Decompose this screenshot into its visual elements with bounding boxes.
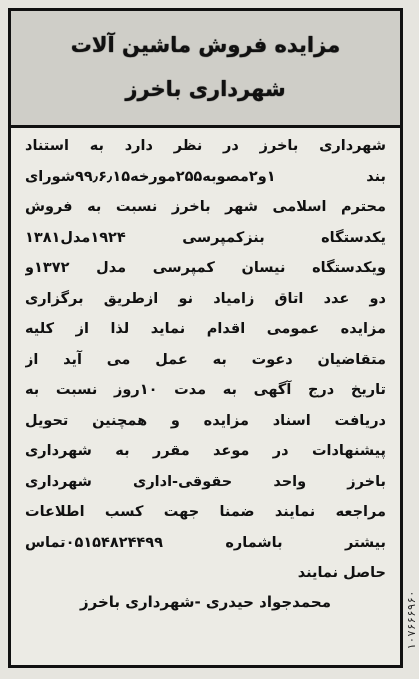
- notice-frame: [8, 8, 403, 668]
- body-line: دریافت اسناد مزایده و همچنین تحویل: [25, 412, 386, 429]
- body-line: محترم اسلامی شهر باخرز نسبت به فروش: [25, 199, 386, 215]
- notice-subtitle: شهرداری باخرز: [125, 77, 286, 101]
- notice-body: [25, 131, 386, 589]
- body-line: مزایده عمومی اقدام نماید لذا از کلیه: [25, 321, 386, 337]
- signature: محمدجواد حیدری -شهرداری باخرز: [80, 593, 331, 611]
- body-line: پیشنهادات در موعد مقرر به شهرداری: [25, 443, 386, 459]
- body-line: بند ۱و۲مصوبه۲۵۵مورخه۹۹٫۶٫۱۵شورای: [25, 168, 386, 185]
- body-line: ویکدستگاه نیسان کمپرسی مدل ۱۳۷۲و: [25, 260, 386, 276]
- body-line: باخرز واحد حقوقی-اداری شهرداری: [25, 473, 386, 490]
- side-code: ۱۰۷۶۶۶۹۶۰: [405, 590, 418, 650]
- body-line: یکدستگاه بنزکمپرسی ۱۹۲۴مدل۱۳۸۱: [25, 229, 386, 246]
- body-line: بیشتر باشماره ۰۵۱۵۴۸۲۴۴۹۹تماس: [25, 534, 386, 551]
- body-line: تاریخ درج آگهی به مدت ۱۰روز نسبت به: [25, 382, 386, 398]
- notice-title: مزایده فروش ماشین آلات: [70, 33, 341, 57]
- body-line: مراجعه نمایند ضمنا جهت کسب اطلاعات: [25, 504, 386, 520]
- body-line: دو عدد اتاق زامیاد نو ازطریق برگزاری: [25, 290, 386, 307]
- notice-header: [11, 11, 400, 128]
- body-line: شهرداری باخرز در نظر دارد به استناد: [25, 138, 386, 154]
- body-line: حاصل نمایند: [297, 565, 386, 581]
- body-line: متقاضیان دعوت به عمل می آید از: [25, 351, 386, 368]
